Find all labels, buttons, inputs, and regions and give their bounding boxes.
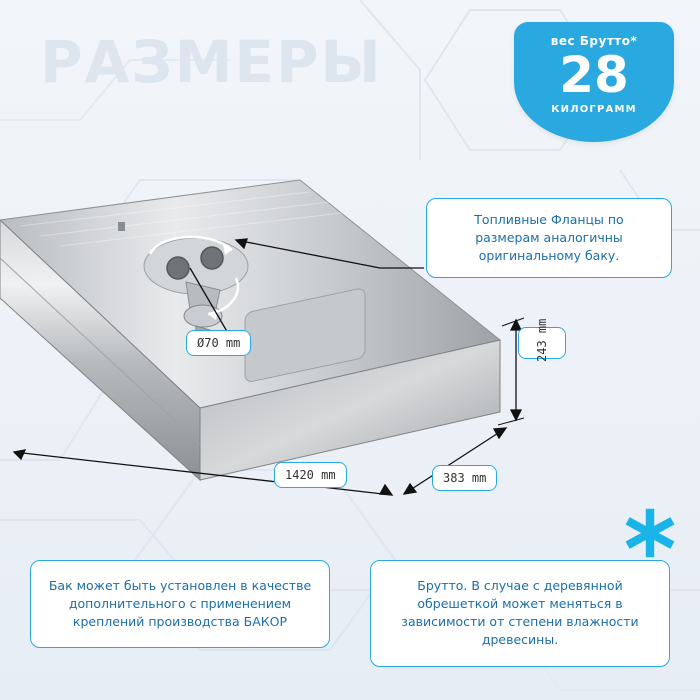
dimension-diameter: Ø70 mm bbox=[186, 330, 251, 356]
badge-value: 28 bbox=[559, 46, 629, 104]
dimension-depth: 383 mm bbox=[432, 465, 497, 491]
page-title: РАЗМЕРЫ bbox=[40, 28, 383, 96]
asterisk-icon bbox=[622, 505, 678, 561]
note-mounting: Бак может быть установлен в качестве дополнительного с применением креплений производства БАКОР bbox=[30, 560, 330, 648]
dimension-length: 1420 mm bbox=[274, 462, 347, 488]
note-gross-weight: Брутто. В случае с деревянной обрешеткой может меняться в зависимости от степени влажности древесины. bbox=[370, 560, 670, 667]
weight-badge bbox=[514, 22, 674, 142]
badge-unit: КИЛОГРАММ bbox=[551, 104, 637, 115]
badge-top-label: вес Брутто* bbox=[550, 34, 638, 48]
callout-flange: Топливные Фланцы по размерам аналогичны оригинальному баку. bbox=[426, 198, 672, 278]
dimension-height bbox=[518, 318, 566, 362]
dimension-height-label: 243 mm bbox=[535, 318, 549, 362]
